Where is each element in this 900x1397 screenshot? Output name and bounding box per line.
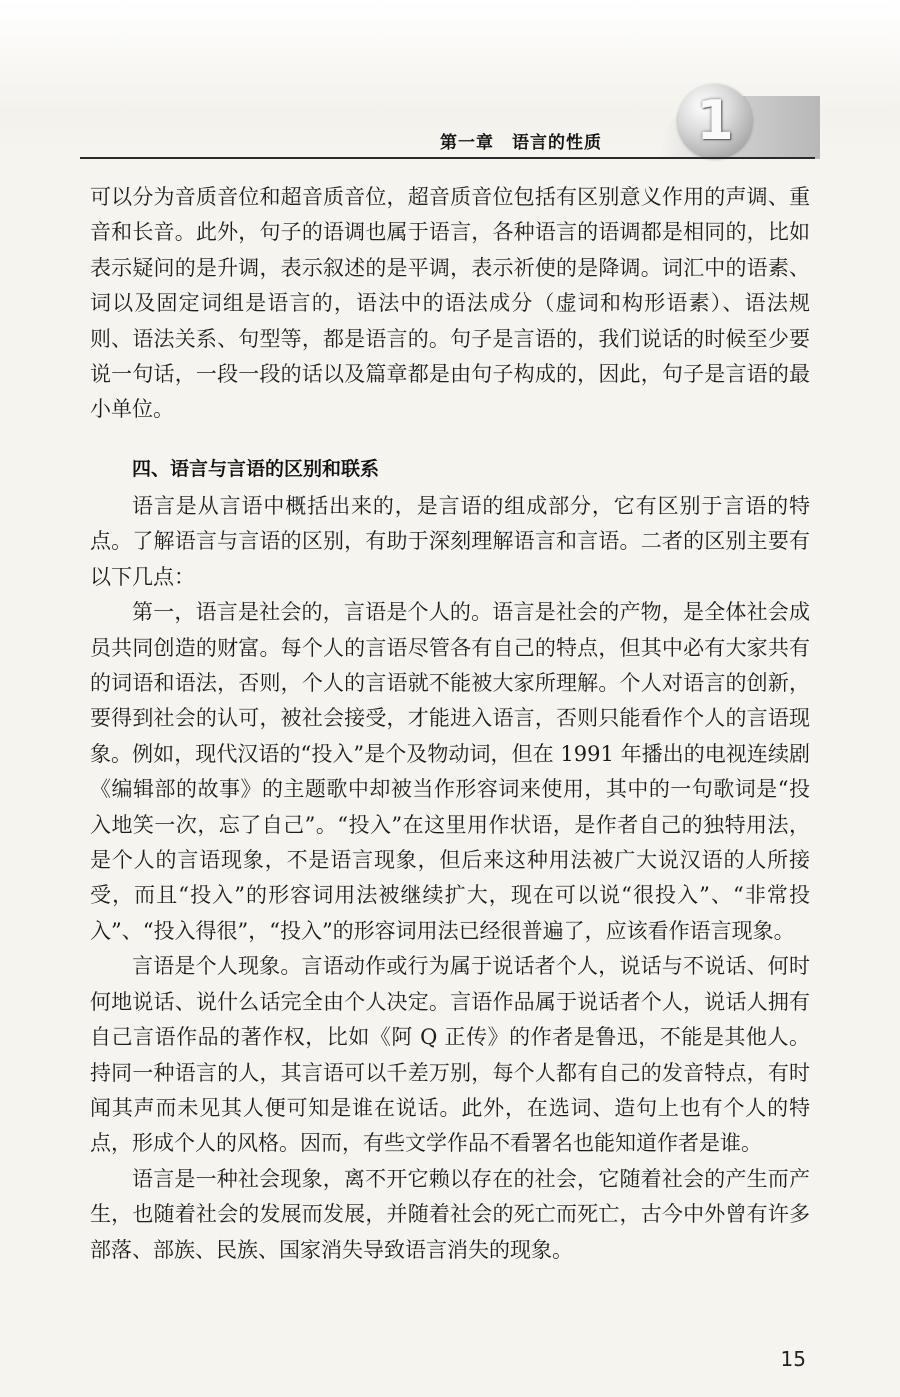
page-number: 15 xyxy=(780,1347,806,1371)
continuation-block xyxy=(90,180,810,428)
paragraph-first-point: 第一，语言是社会的，言语是个人的。语言是社会的产物，是全体社会成员共同创造的财富。每个人的言语尽管各有自己的特点，但其中必有大家共有的词语和语法，否则，个人的言语就不能被大家所理解。个人对语言的创新，要得到社会的认可，被社会接受，才能进入语言，否则只能看作个人的言语现象。例如，现代汉语的“投入”是个及物动词，但在 1991 年播出的电视连续剧《编辑部的故事》的主题歌中却被当作形容词来使用，其中的一句歌词是“投入地笑一次，忘了自己”。“投入”在这里用作状语，是作者自己的独特用法，是个人的言语现象，不是语言现象，但后来这种用法被广大说汉语的人所接受，而且“投入”的形容词用法被继续扩大，现在可以说“很投入”、“非常投入”、“投入得很”，“投入”的形容词用法已经很普遍了，应该看作语言现象。 xyxy=(90,600,810,943)
chapter-number: 1 xyxy=(696,89,734,152)
continuation-paragraph: 可以分为音质音位和超音质音位，超音质音位包括有区别意义作用的声调、重音和长音。此外，句子的语调也属于语言，各种语言的语调都是相同的，比如表示疑问的是升调，表示叙述的是平调，表示祈使的是降调。词汇中的语素、词以及固定词组是语言的，语法中的语法成分（虚词和构形语素）、语法规则、语法关系、句型等，都是语言的。句子是言语的，我们说话的时候至少要说一句话，一段一段的话以及篇章都是由句子构成的，因此，句子是言语的最小单位。 xyxy=(90,185,810,422)
paragraph-language-social: 语言是一种社会现象，离不开它赖以存在的社会，它随着社会的产生而产生，也随着社会的发展而发展，并随着社会的死亡而死亡，古今中外曾有许多部落、部族、民族、国家消失导致语言消失的现象。 xyxy=(90,1166,810,1262)
section-body xyxy=(90,489,810,1268)
section-heading: 四、语言与言语的区别和联系 xyxy=(132,458,380,480)
paragraph-intro: 语言是从言语中概括出来的，是言语的组成部分，它有区别于言语的特点。了解语言与言语的区别，有助于深刻理解语言和言语。二者的区别主要有以下几点： xyxy=(90,494,810,589)
running-head: 第一章 语言的性质 xyxy=(440,133,602,153)
header-rule xyxy=(80,157,815,159)
paragraph-speech-individual: 言语是个人现象。言语动作或行为属于说话者个人，说话与不说话、何时何地说话、说什么话完全由个人决定。言语作品属于说话者个人，说话人拥有自己言语作品的著作权，比如《阿 Q 正传》的作者是鲁迅，不能是其他人。持同一种语言的人，其言语可以千差万别，每个人都有自己的发音特点，有时闻其声而未见其人便可知是谁在说话。此外，在选词、造句上也有个人的特点，形成个人的风格。因而，有些文学作品不看署名也能知道作者是谁。 xyxy=(90,954,810,1156)
